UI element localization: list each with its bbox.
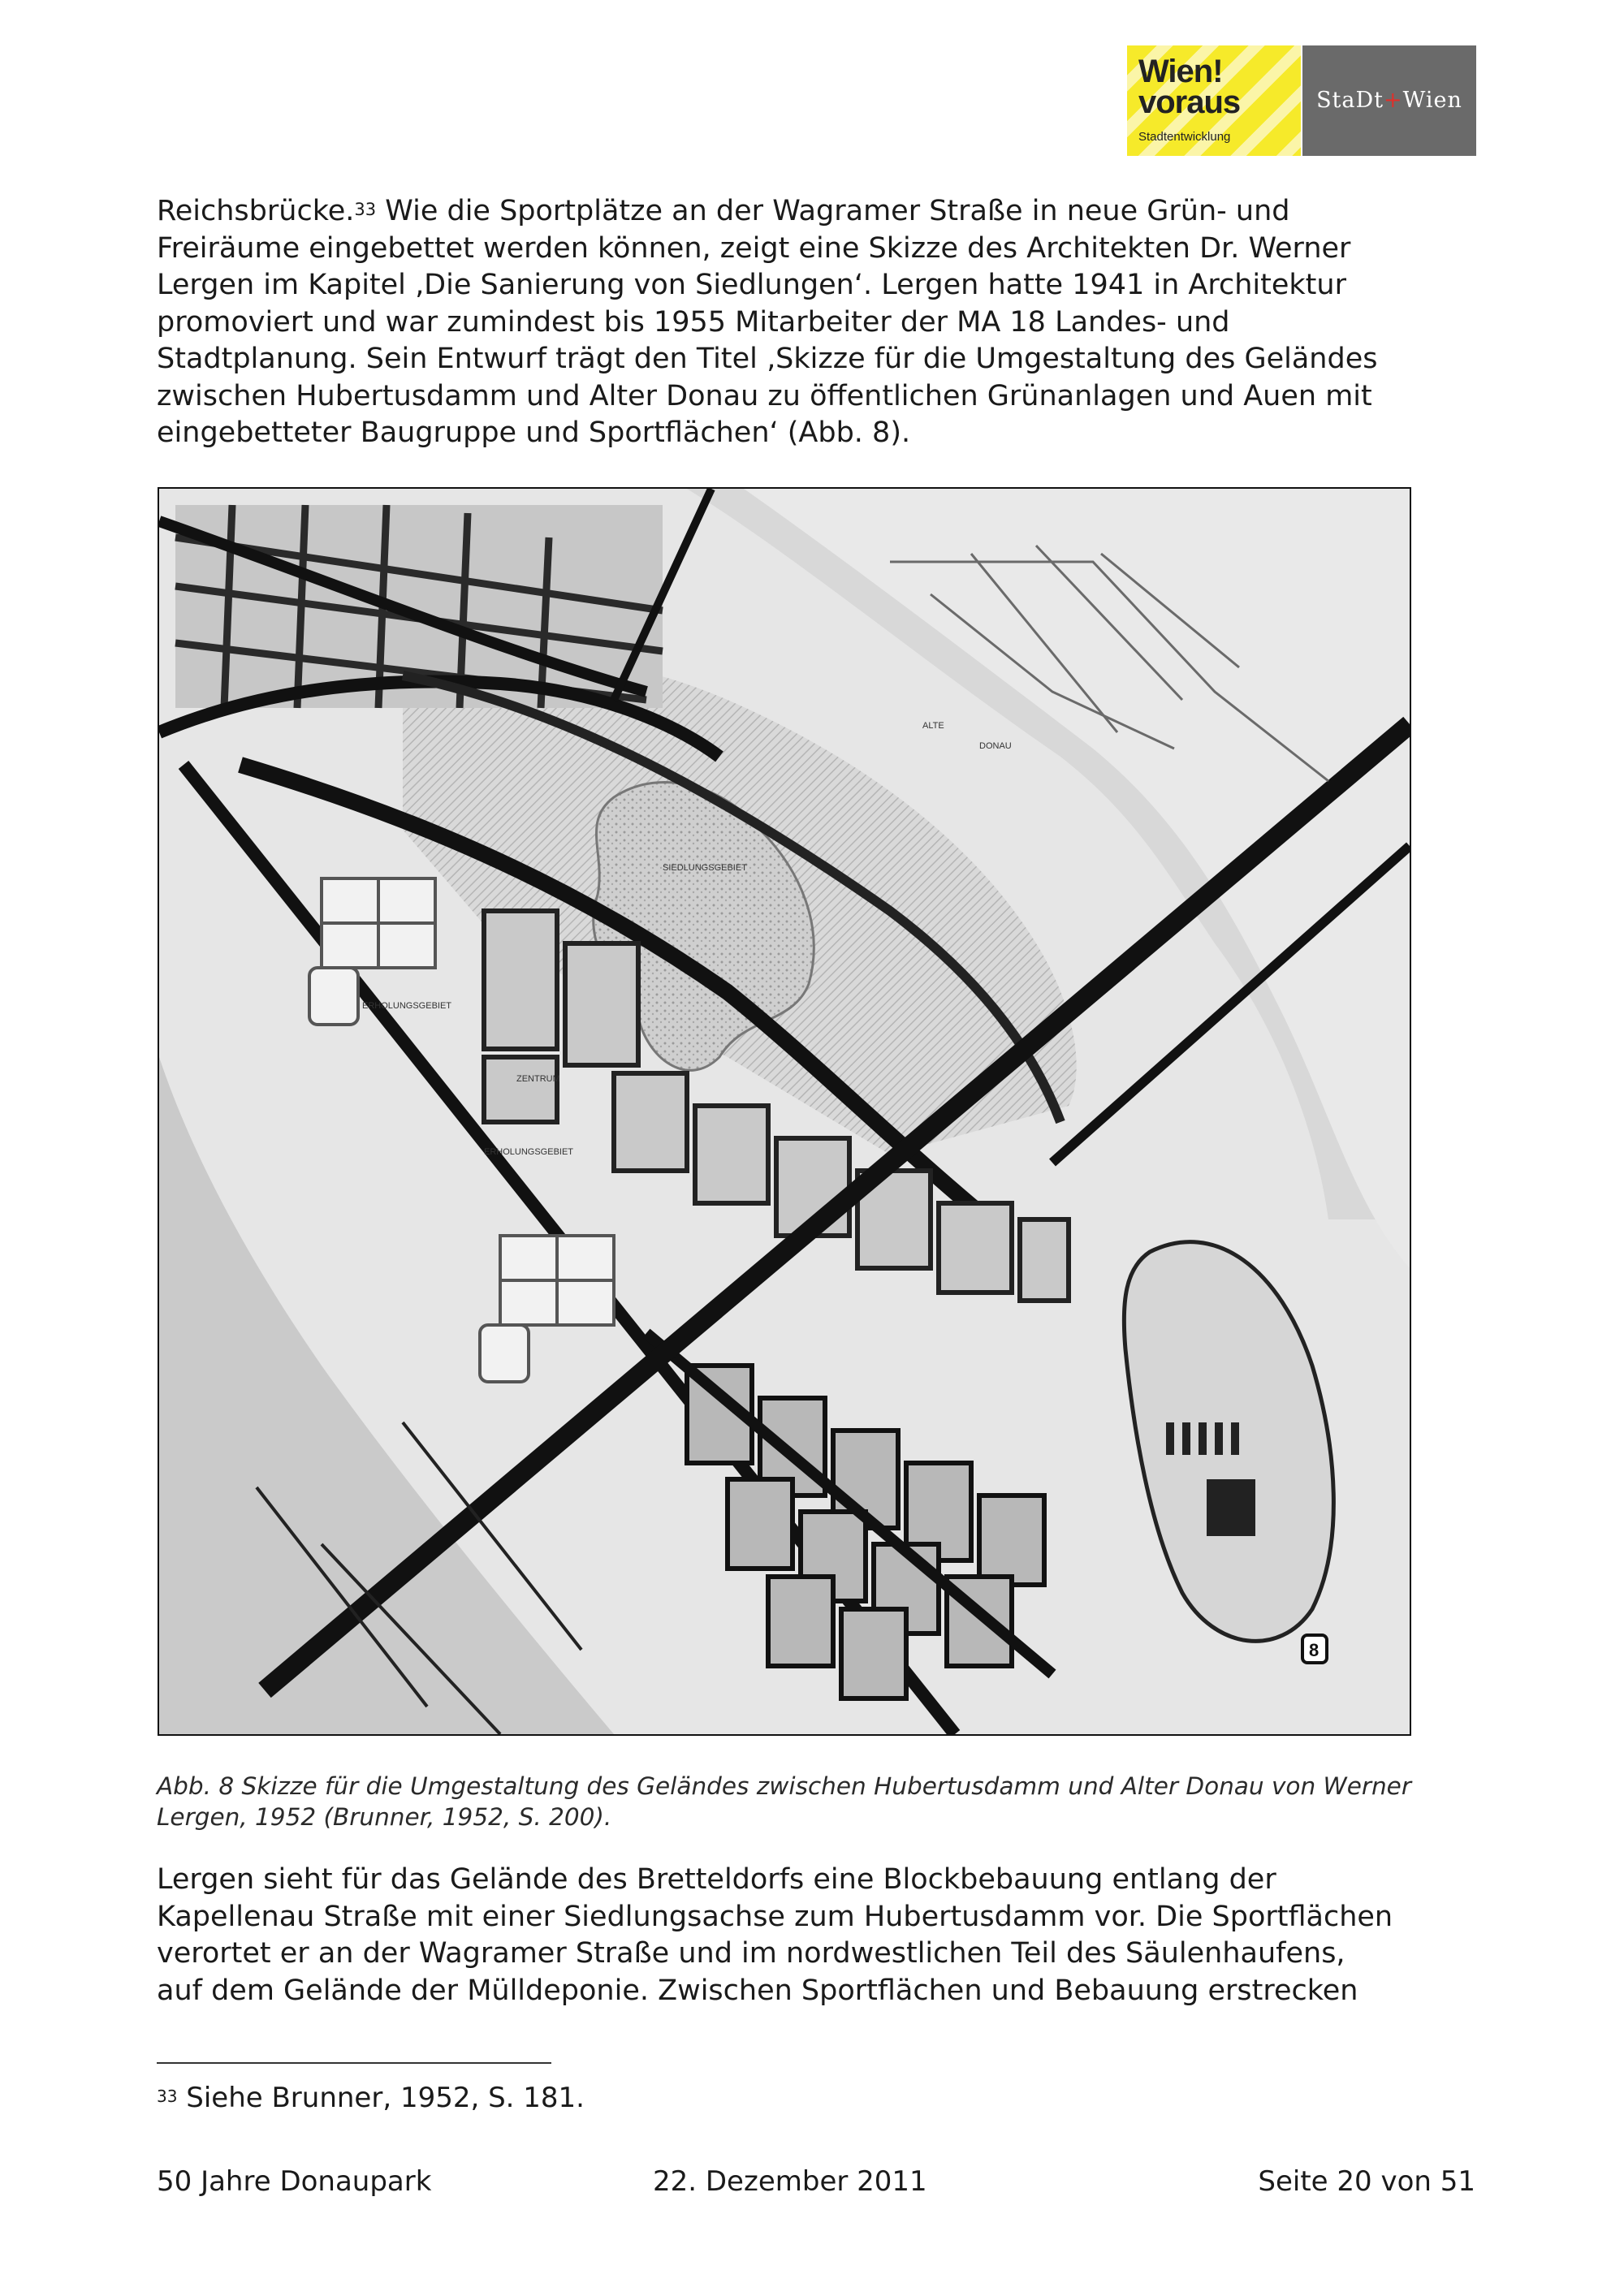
paragraph-line: Kapellenau Straße mit einer Siedlungsachse zum Hubertusdamm vor. Die Sportflächen [157,1900,1393,1933]
footer-date: 22. Dezember 2011 [653,2165,927,2198]
footnote [157,2080,585,2116]
paragraph-line: verortet er an der Wagramer Straße und im nordwestlichen Teil des Säulenhaufens, [157,1937,1345,1970]
figure-number-badge: 8 [1309,1640,1320,1660]
stadt-wien-wordmark [1302,88,1476,113]
footer-page-number: Seite 20 von 51 [1258,2165,1475,2198]
stadt-wien-logo [1302,45,1476,156]
caption-line: Abb. 8 Skizze für die Umgestaltung des Geländes zwischen Hubertusdamm und Alter Donau von Werner [157,1772,1411,1800]
logo-city-left: StaDt [1316,88,1384,113]
body-paragraph-2 [157,1862,1488,2009]
paragraph-line: Lergen im Kapitel ‚Die Sanierung von Siedlungen‘. Lergen hatte 1941 in Architektur [157,269,1346,301]
map-label-erholungsgebiet-1: ERHOLUNGSGEBIET [362,1001,452,1011]
logo-brand-line1: Wien! [1138,54,1223,89]
paragraph-line: Stadtplanung. Sein Entwurf trägt den Titel ‚Skizze für die Umgestaltung des Geländes [157,343,1378,375]
paragraph-line: zwischen Hubertusdamm und Alter Donau zu öffentlichen Grünanlagen und Auen mit [157,379,1372,412]
map-label-siedlungsgebiet: SIEDLUNGSGEBIET [663,863,747,873]
footnote-ref[interactable]: 33 [354,200,377,219]
footnote-divider [157,2062,551,2064]
caption-line: Lergen, 1952 (Brunner, 1952, S. 200). [157,1803,612,1831]
map-sketch-figure [158,487,1411,1736]
map-label-alte: ALTE [922,721,944,731]
map-label-erholungsgebiet-2: ERHOLUNGSGEBIET [484,1147,574,1157]
paragraph-line: Freiräume eingebettet werden können, zeigt eine Skizze des Architekten Dr. Werner [157,231,1351,265]
footnote-number: 33 [157,2087,178,2106]
map-sketch-drawing [159,489,1410,1734]
footer-document-title: 50 Jahre Donaupark [157,2165,432,2198]
body-paragraph-1 [157,193,1488,452]
paragraph-line: auf dem Gelände der Mülldeponie. Zwischen Sportflächen und Bebauung erstrecken [157,1974,1358,2007]
map-label-donau: DONAU [979,741,1012,751]
map-label-zentrum: ZENTRUM [516,1074,560,1084]
paragraph-line: eingebetteter Baugruppe und Sportflächen‘ (Abb. 8). [157,416,911,449]
wien-voraus-logo [1127,45,1301,156]
figure-caption [157,1771,1488,1832]
logo-city-right: Wien [1402,88,1462,113]
paragraph-line: Reichsbrücke.$^{33}$ Wie die Sportplätze an der Wagramer Straße in neue Grün- und [157,195,1290,227]
logo-brand-sub: Stadtentwicklung [1138,130,1231,144]
logo-brand-line2: voraus [1138,84,1241,120]
paragraph-line: promoviert und war zumindest bis 1955 Mitarbeiter der MA 18 Landes- und [157,305,1230,339]
vienna-cross-icon: + [1384,88,1403,113]
paragraph-line: Lergen sieht für das Gelände des Bretteldorfs eine Blockbebauung entlang der [157,1863,1276,1896]
footnote-text: Siehe Brunner, 1952, S. 181. [177,2082,585,2114]
